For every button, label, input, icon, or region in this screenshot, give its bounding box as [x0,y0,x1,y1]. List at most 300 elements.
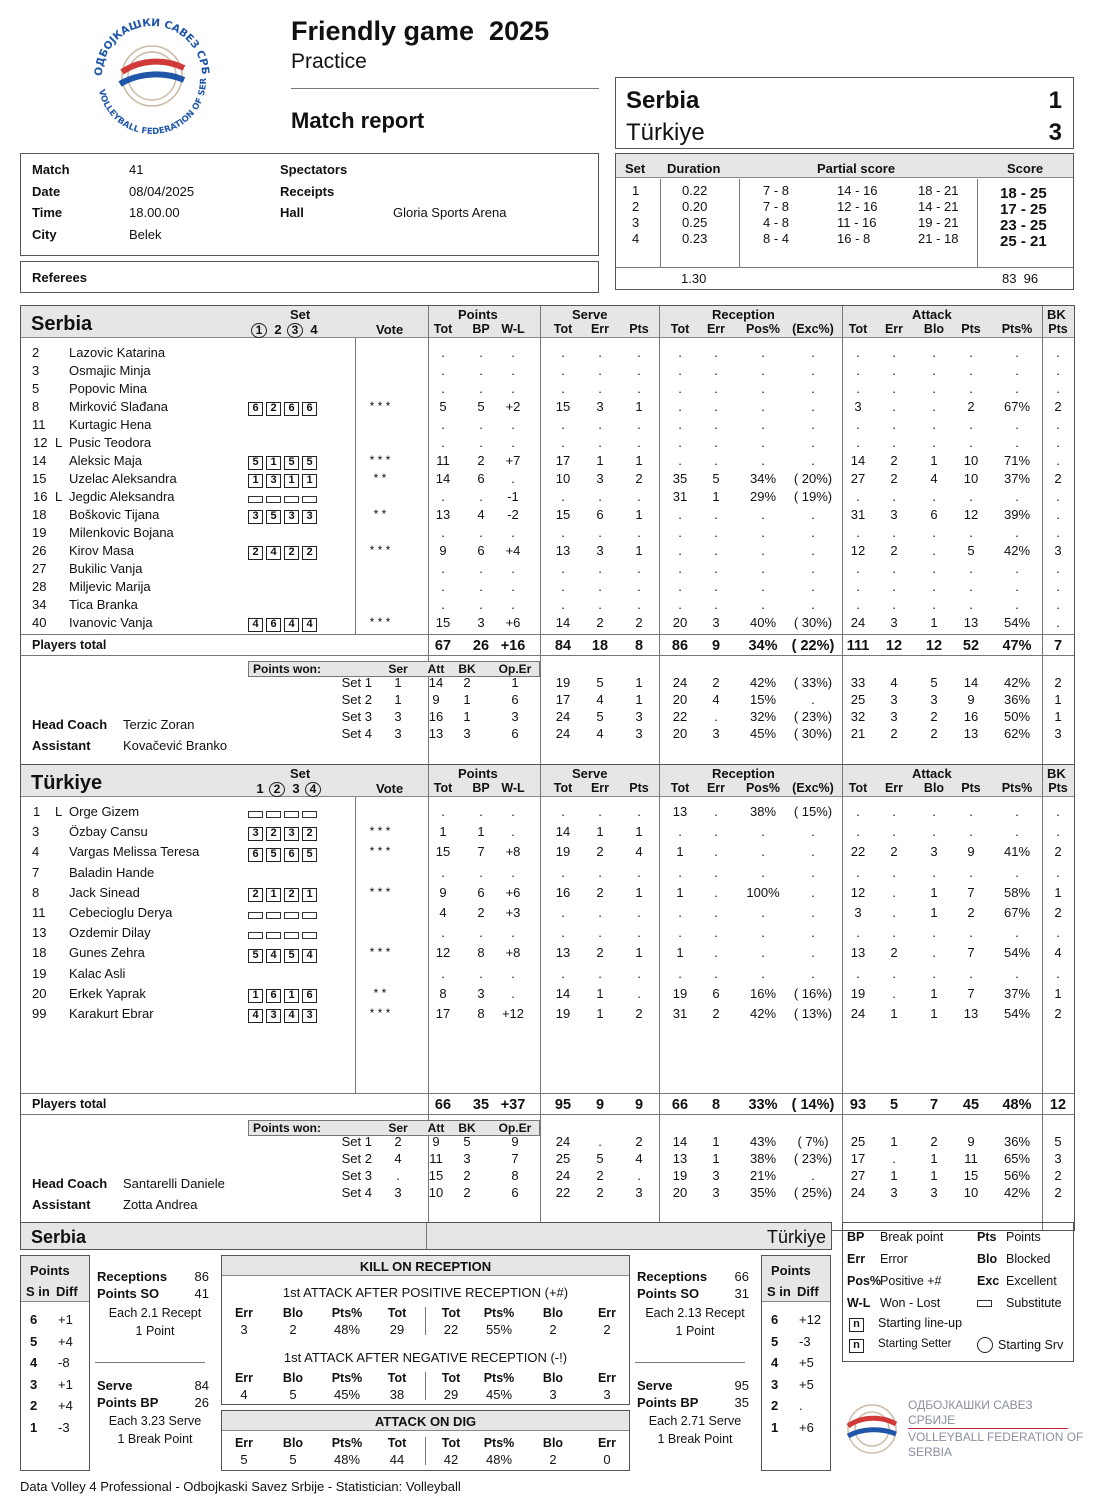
stat-cell: . [511,345,515,360]
stat-cell: 13 [963,1006,979,1021]
player-name: Mirković Slađana [69,399,168,414]
rotation-number: 2 [30,1398,38,1413]
stat-cell: . [598,864,602,880]
legend-abbr: W-L [847,1296,871,1310]
total-cell: 95 [554,1097,572,1113]
set-stat-cell: 1 [712,1134,720,1149]
total-cell: 84 [554,638,572,654]
rotation-position: 4 [248,1009,263,1023]
city-value: Belek [129,227,162,242]
rotation-position: 4 [302,949,317,963]
stat-cell: . [678,345,682,360]
player-number: 18 [32,945,47,961]
stat-cell: . [856,965,860,981]
stat-col-header: Tot [848,322,868,336]
rotation-position: 2 [248,546,263,560]
points-bp-value: 26 [194,1395,209,1410]
stat-cell: . [856,525,860,540]
stat-cell: . [969,345,973,360]
rotation-number: 4 [30,1355,38,1370]
set-positions [248,400,320,416]
stat-col-header: Tot [553,322,573,336]
stat-cell: 3 [477,985,485,1001]
vote-header: Vote [376,781,404,796]
stat-cell: . [932,965,936,981]
stat-cell: . [932,864,936,880]
receptions-value: 66 [734,1269,749,1284]
stat-cell: 3 [477,615,485,630]
dig-value: 2 [549,1452,557,1467]
stat-cell: . [856,597,860,612]
stat-cell: 2 [890,453,898,468]
stat-cell: 58% [1003,884,1031,900]
stat-cell: . [892,579,896,594]
stat-cell: . [811,381,815,396]
stat-cell: . [561,525,565,540]
stat-cell: 2 [1054,905,1062,920]
stat-cell: . [892,345,896,360]
stat-cell: . [598,561,602,576]
total-cell: 86 [671,638,689,654]
points-won-cell: 4 [394,1151,402,1166]
stat-cell: 1 [635,824,643,840]
assistant-name: Kovačević Branko [123,738,228,753]
player-number: 27 [32,561,47,576]
player-number: 1 [33,804,41,819]
stat-cell: . [511,363,515,378]
kill-title: KILL ON RECEPTION [359,1259,492,1274]
stat-cell: 31 [672,1006,688,1021]
rotation-number: 5 [30,1333,38,1349]
dig-col-header: Pts% [483,1436,515,1450]
set-stat-cell: 42% [1003,1185,1031,1200]
stat-cell: . [678,543,682,558]
stat-cell: 1 [930,884,938,900]
stat-cell: . [714,844,718,860]
set-stat-cell: 2 [930,726,938,741]
set-stat-cell: 4 [635,1151,643,1166]
stat-cell: . [969,864,973,880]
rotation-position: 6 [266,618,281,632]
total-cell: ( 22%) [791,638,835,654]
total-cell: 12 [1049,1097,1067,1113]
stat-cell: . [1056,824,1060,840]
receptions-value: 86 [194,1269,209,1284]
player-number: 11 [32,905,46,920]
stat-cell: . [714,597,718,612]
total-cell: 111 [846,638,870,654]
stat-cell: ( 19%) [793,489,833,504]
set-final-score: 23 - 25 [1000,217,1047,234]
points-won-cell: 13 [428,726,444,741]
stat-cell: . [714,561,718,576]
stat-cell: 1 [712,489,720,504]
stat-cell: . [678,597,682,612]
assistant-label: Assistant [32,738,91,753]
report-title: Match report [291,108,425,133]
stat-cell: . [714,579,718,594]
legend-substitute: Substitute [1006,1296,1062,1310]
total-cell: 8 [711,1097,721,1113]
stat-cell: 4 [635,844,643,860]
rotation-position: 4 [266,546,281,560]
stat-cell: 14 [435,471,451,486]
set-stat-cell: 43% [749,1134,777,1149]
dig-value: 48% [485,1452,513,1467]
rotation-number: 5 [771,1333,779,1349]
stat-cell: . [479,525,483,540]
svg-text:VOLLEYBALL FEDERATION OF SERBI: VOLLEYBALL FEDERATION OF SER [95,77,210,138]
points-header: Points [458,307,498,322]
total-duration: 1.30 [681,271,707,286]
kill-value: 55% [485,1322,513,1337]
rotation-position: 5 [248,456,263,470]
kill-value: 2 [549,1322,557,1337]
stat-cell: . [932,579,936,594]
legend-desc: Won - Lost [880,1296,941,1310]
divider [21,634,1074,635]
stat-cell: 4 [477,507,485,522]
set-positions [248,946,320,962]
stat-cell: . [598,905,602,920]
stat-cell: . [892,489,896,504]
stat-cell: . [1015,381,1019,396]
rotation-position: 3 [284,510,299,524]
kill-value: 48% [333,1322,361,1337]
divider [355,338,356,634]
stat-cell: . [561,363,565,378]
rotation-position: 3 [302,1009,317,1023]
set-stat-cell: 42% [749,675,777,690]
rotation-position: 2 [266,827,281,841]
divider [425,1437,426,1465]
stat-cell: . [1056,489,1060,504]
set-number: 1 [632,183,640,198]
stat-cell: . [598,489,602,504]
stat-cell: 29% [749,489,777,504]
total-cell: 52 [962,638,980,654]
player-name: Ivanovic Vanja [69,615,153,630]
stat-cell: . [637,435,641,450]
stat-cell: . [932,804,936,819]
stat-cell: . [1015,864,1019,880]
player-vote: * * * [369,884,391,899]
set-stat-cell: 24 [672,675,688,690]
set-stat-cell: 1 [712,1151,720,1166]
stat-col-header: Pts [961,322,981,336]
total-cell: 7 [929,1097,939,1113]
stat-cell: . [441,965,445,981]
stat-cell: . [479,363,483,378]
stat-col-header: Pts% [1001,322,1033,336]
stat-cell: 16% [749,985,777,1001]
legend-abbr: Err [847,1252,866,1266]
stat-cell: . [892,985,896,1001]
stat-cell: 42% [1003,543,1031,558]
set-stat-cell: 24 [555,726,571,741]
stat-col-header: Err [884,781,904,795]
stat-cell: 37% [1003,985,1031,1001]
set-stat-cell: . [598,1134,602,1149]
stat-cell: 2 [596,615,604,630]
stat-cell: 54% [1003,615,1031,630]
stat-cell: . [1015,824,1019,840]
stat-cell: . [856,824,860,840]
set-stat-cell: 1 [890,1134,898,1149]
stat-cell: . [637,579,641,594]
stat-cell: 1 [635,543,643,558]
divider [21,1114,1074,1115]
partial-score-16: 11 - 16 [837,215,877,230]
stat-cell: . [811,543,815,558]
date-value: 08/04/2025 [129,184,195,199]
set-stat-cell: 13 [963,726,979,741]
player-vote: * * * [369,453,391,467]
stat-cell: 12 [963,507,979,522]
player-name: Erkek Yaprak [69,985,146,1001]
stat-cell: . [1056,525,1060,540]
serve-header: Serve [572,307,608,322]
stat-cell: . [561,905,565,920]
stat-cell: . [511,471,515,486]
points-won-cell: 3 [463,1151,471,1166]
stat-cell: . [511,561,515,576]
rotation-diff: -3 [799,1333,811,1349]
stat-cell: . [561,345,565,360]
logo2-line3: VOLLEYBALL FEDERATION OF [908,1430,1084,1444]
kill-value: 45% [333,1387,361,1402]
player-number: 8 [32,884,40,900]
player-name: Milenkovic Bojana [69,525,174,540]
player-vote: * * * [369,399,391,413]
set-stat-cell: . [811,692,815,707]
stat-cell: . [678,507,682,522]
each-serve-point: 1 Break Point [657,1432,733,1446]
stat-cell: . [1056,615,1060,630]
stat-cell: . [1015,579,1019,594]
set-number-header: 4 [305,782,321,797]
rotation-position: 5 [302,456,317,470]
set-final-score: 18 - 25 [1000,185,1047,202]
stat-cell: 2 [712,1006,720,1021]
set-stat-cell: 3 [930,692,938,707]
hall-label: Hall [280,205,304,220]
set-stat-cell: 24 [555,1168,571,1183]
kill-col-header: Blo [542,1306,564,1320]
stat-cell: 10 [555,471,571,486]
stat-cell: . [856,925,860,941]
stat-cell: . [714,507,718,522]
referees-box [20,261,599,293]
serve-label: Serve [637,1378,673,1393]
points-won-cell: 2 [463,1185,471,1200]
rotation-position: 2 [266,402,281,416]
player-name: Vargas Melissa Teresa [69,844,200,860]
stat-cell: 3 [854,905,862,920]
stat-cell: . [714,345,718,360]
set-positions [248,845,320,861]
rotation-position: 1 [284,474,299,488]
receptions-label: Receptions [637,1269,708,1284]
s-in-label: S in [26,1284,50,1299]
legend-starting-setter: Starting Setter [878,1338,952,1350]
stat-cell: 2 [1054,399,1062,414]
stat-cell: . [678,363,682,378]
rotation-diff: +12 [799,1312,822,1327]
stat-col-header: Tot [433,781,453,795]
dig-value: 5 [289,1452,297,1467]
rotation-position: 1 [266,456,281,470]
match-label: Match [32,162,70,177]
stat-cell: 1 [676,844,684,860]
legend-abbr: Exc [977,1274,1000,1288]
divider [660,179,661,267]
set-row-label: Set 1 [341,675,372,690]
stat-col-header: Err [884,322,904,336]
set-stat-cell: ( 25%) [793,1185,833,1200]
stat-cell: . [761,945,765,961]
svg-text:ОДБОЈКАШКИ САВЕЗ СРБИЈЕ: ОДБОЈКАШКИ САВЕЗ СРБ [92,16,212,77]
points-won-cell: 2 [394,1134,402,1149]
set-stat-cell: ( 23%) [793,1151,833,1166]
stat-cell: . [932,435,936,450]
set-stat-cell: 11 [964,1151,978,1166]
player-vote: * * * [369,945,391,960]
stat-cell: 3 [890,615,898,630]
total-cell: 9 [711,638,721,654]
stat-cell: . [932,381,936,396]
reception-header: Reception [712,307,775,322]
player-number: 2 [32,345,40,360]
kill-col-header: Tot [441,1371,461,1385]
stat-cell: . [856,804,860,819]
partial-score-21: 19 - 21 [918,215,959,230]
kill-value: 45% [485,1387,513,1402]
stat-cell: 13 [963,615,979,630]
stat-cell: . [761,507,765,522]
set-numbers-header [251,781,323,797]
stat-cell: . [714,864,718,880]
rotation-position: 6 [248,402,263,416]
rotation-number: 6 [30,1312,38,1327]
stat-cell: 6 [596,507,604,522]
stat-cell: . [561,381,565,396]
legend-starting-srv: Starting Srv [998,1338,1064,1352]
set-stat-cell: 14 [963,675,979,690]
stat-cell: ( 15%) [793,804,833,819]
player-number: 15 [32,471,47,486]
points-won-header: Att [427,662,445,676]
set-stat-cell: 36% [1003,692,1031,707]
stat-col-header: Blo [923,781,945,795]
player-number: 19 [32,965,47,981]
stat-cell: . [811,597,815,612]
stat-cell: 14 [555,615,571,630]
stat-cell: 12 [435,945,451,961]
stat-cell: . [856,579,860,594]
dig-col-header: Err [597,1436,617,1450]
set-row-label: Set 2 [341,1151,372,1166]
player-number: 3 [32,824,40,840]
set-stat-cell: 3 [635,1185,643,1200]
rotation-position: 2 [302,546,317,560]
stat-cell: . [811,525,815,540]
stat-cell: . [932,925,936,941]
rotation-position: 6 [284,848,299,862]
points-won-cell: 6 [511,726,519,741]
stat-cell: 8 [477,945,485,961]
match-value: 41 [129,162,144,177]
each-recept: Each 2.13 Recept [645,1306,745,1320]
total-cell: 67 [434,638,452,654]
team1-sets: 1 [1048,87,1062,114]
stat-cell: 67% [1003,905,1031,920]
starting-lineup-swatch: n [849,1318,864,1332]
set-stat-cell: 17 [555,692,571,707]
set-stat-cell: ( 33%) [793,675,833,690]
stat-cell: . [678,905,682,920]
set-stat-cell: 25 [555,1151,571,1166]
stat-cell: . [932,399,936,414]
stat-cell: . [969,435,973,450]
stat-cell: . [892,925,896,941]
stat-cell: . [714,543,718,558]
set-stat-cell: 2 [1054,675,1062,690]
substitute-marker [284,811,299,818]
stat-cell: . [1015,965,1019,981]
stat-cell: . [678,381,682,396]
rotation-position: 3 [302,510,317,524]
rotation-position: 2 [284,888,299,902]
points-bp-value: 35 [734,1395,749,1410]
set-numbers-header [251,322,323,338]
kill-value: 4 [240,1387,248,1402]
set-stat-cell: 1 [890,1168,898,1183]
stat-cell: . [714,453,718,468]
player-number: 20 [32,985,47,1001]
stat-cell: . [598,925,602,941]
set-stat-cell: 4 [596,726,604,741]
title-divider [291,88,599,89]
rotation-position: 1 [248,989,263,1003]
stat-cell: . [678,417,682,432]
rotation-position: 1 [302,888,317,902]
players-total-label: Players total [32,1097,107,1111]
player-name: Miljevic Marija [69,579,151,594]
stat-cell: . [479,561,483,576]
stat-col-header: Tot [670,781,690,795]
stat-col-header: Err [706,781,726,795]
set-stat-cell: . [892,1151,896,1166]
set-stat-cell: 22 [555,1185,571,1200]
player-name: Karakurt Ebrar [69,1006,154,1021]
set-number-header: 2 [274,322,282,337]
rotation-position: 5 [248,949,263,963]
stat-cell: 1 [930,905,938,920]
stat-cell: . [761,905,765,920]
stat-cell: . [637,525,641,540]
set-number-header: 3 [287,323,303,338]
set-stat-cell: 5 [596,675,604,690]
stat-cell: . [811,417,815,432]
player-name: Tica Branka [69,597,138,612]
stat-cell: . [714,399,718,414]
stat-cell: . [678,453,682,468]
stat-cell: 1 [930,615,938,630]
set-stat-cell: . [811,1168,815,1183]
total-cell: 66 [671,1097,689,1113]
stat-cell: 6 [477,884,485,900]
